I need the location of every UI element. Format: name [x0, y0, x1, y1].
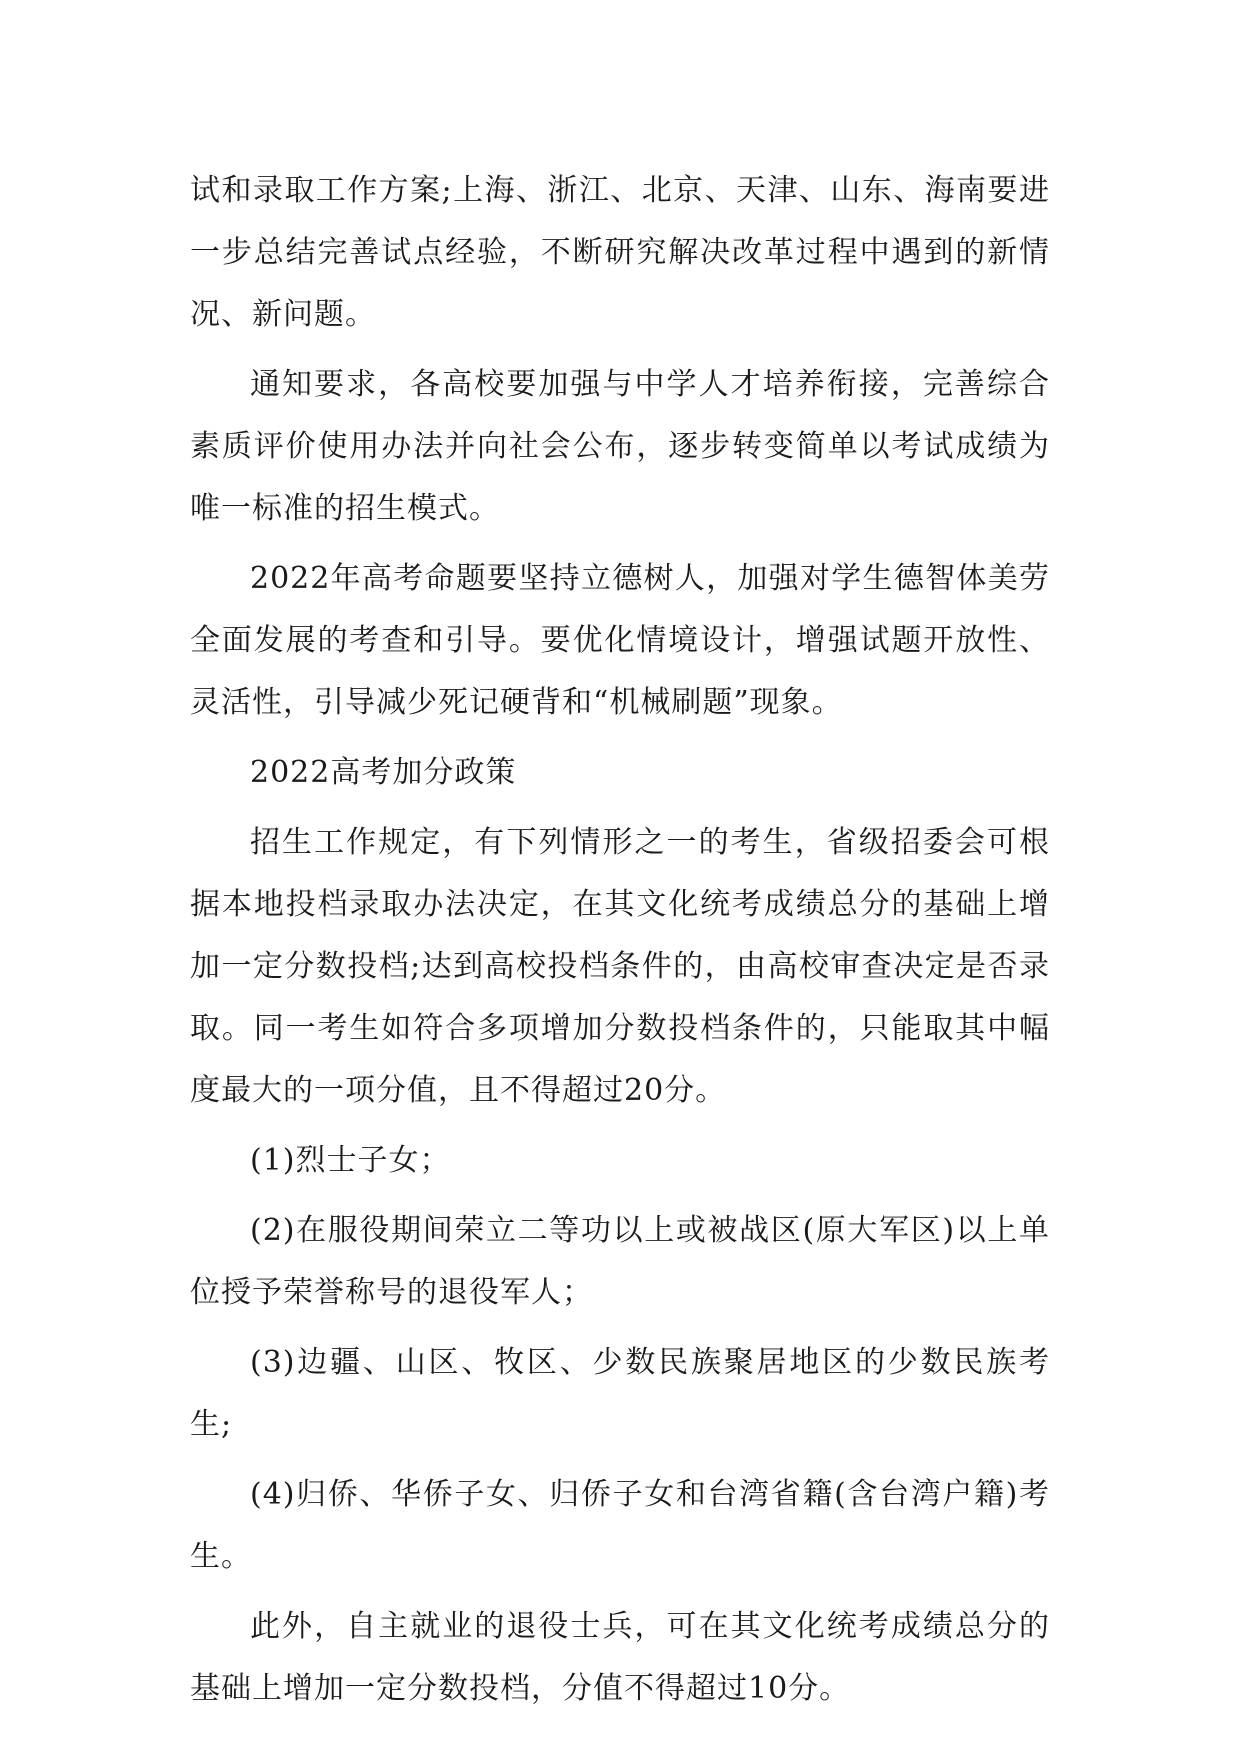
paragraph-veterans: 此外，自主就业的退役士兵，可在其文化统考成绩总分的基础上增加一定分数投档，分值不得超过10分。 [190, 1609, 1050, 1706]
list-item-4: (4)归侨、华侨子女、归侨子女和台湾省籍(含台湾户籍)考生。 [190, 1477, 1050, 1574]
paragraph-notice-requirements: 通知要求，各高校要加强与中学人才培养衔接，完善综合素质评价使用办法并向社会公布，逐步转变简单以考试成绩为唯一标准的招生模式。 [190, 367, 1050, 526]
list-item-2: (2)在服役期间荣立二等功以上或被战区(原大军区)以上单位授予荣誉称号的退役军人； [190, 1213, 1050, 1310]
paragraph-exam-proposition: 2022年高考命题要坚持立德树人，加强对学生德智体美劳全面发展的考查和引导。要优化情境设计，增强试题开放性、灵活性，引导减少死记硬背和“机械刷题”现象。 [190, 561, 1050, 720]
section-heading-bonus-policy: 2022高考加分政策 [250, 755, 517, 790]
list-item-1: (1)烈士子女； [250, 1143, 451, 1178]
paragraph-admission-rules: 招生工作规定，有下列情形之一的考生，省级招委会可根据本地投档录取办法决定，在其文化统考成绩总分的基础上增加一定分数投档;达到高校投档条件的，由高校审查决定是否录取。同一考生如符合多项增加分数投档条件的，只能取其中幅度最大的一项分值，且不得超过20分。 [190, 825, 1050, 1108]
document-body [190, 160, 1050, 1720]
paragraph-continuation: 试和录取工作方案;上海、浙江、北京、天津、山东、海南要进一步总结完善试点经验，不断研究解决改革过程中遇到的新情况、新问题。 [190, 173, 1050, 332]
list-item-3: (3)边疆、山区、牧区、少数民族聚居地区的少数民族考生; [190, 1345, 1050, 1442]
